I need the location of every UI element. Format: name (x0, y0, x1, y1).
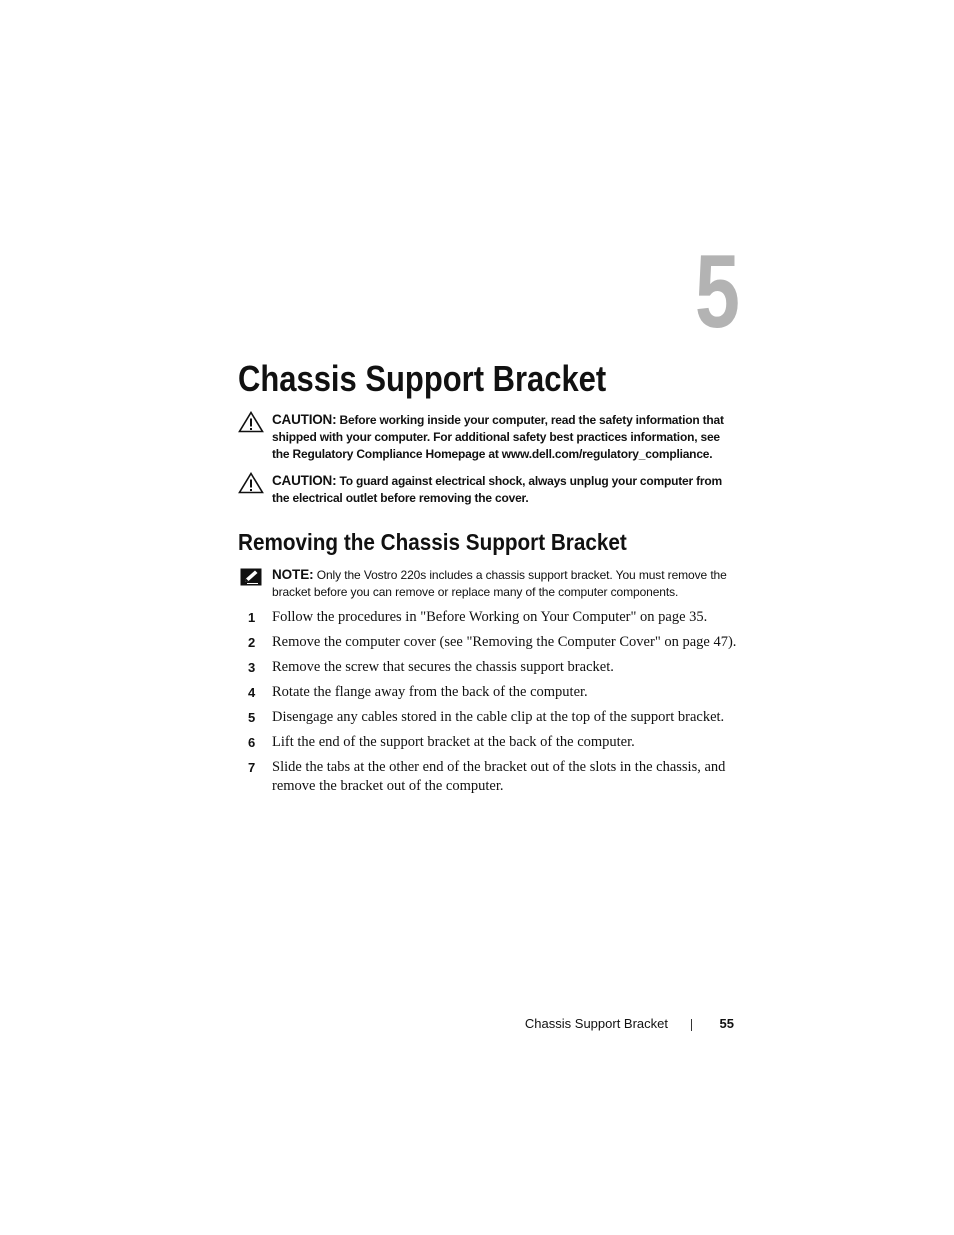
step-item (248, 658, 740, 677)
note-text (272, 566, 738, 601)
warning-triangle-icon (238, 411, 264, 433)
step-item (248, 608, 740, 627)
chapter-number: 5 (694, 234, 740, 350)
caution-text (272, 472, 738, 507)
step-number: 1 (248, 610, 256, 625)
step-item (248, 733, 740, 752)
step-text: Remove the screw that secures the chassis support bracket. (272, 659, 614, 675)
caution-body: Before working inside your computer, read the safety information that shipped with your computer. For additional safety best practices information, see the Regulatory Compliance Homepage at www.dell.com/regulatory_compliance. (272, 413, 724, 461)
footer-separator (691, 1019, 692, 1031)
note-body: Only the Vostro 220s includes a chassis support bracket. You must remove the bracket before you can remove or replace many of the computer components. (272, 568, 727, 599)
warning-triangle-icon (238, 472, 264, 494)
footer-title: Chassis Support Bracket (524, 1016, 668, 1031)
step-item (248, 758, 740, 796)
step-text: Follow the procedures in "Before Working on Your Computer" on page 35. (272, 609, 708, 625)
caution-body: To guard against electrical shock, always unplug your computer from the electrical outlet before removing the cover. (272, 474, 722, 505)
step-number: 5 (248, 710, 256, 725)
step-number: 2 (248, 635, 256, 650)
step-number: 4 (248, 685, 256, 700)
step-number: 7 (248, 760, 256, 775)
step-text: Remove the computer cover (see "Removing the Computer Cover" on page 47). (272, 634, 737, 650)
step-text: Disengage any cables stored in the cable clip at the top of the support bracket. (272, 709, 725, 725)
caution-notice-electrical (238, 472, 738, 507)
page-number: 55 (719, 1016, 734, 1031)
step-number: 3 (248, 660, 256, 675)
step-item (248, 683, 740, 702)
pencil-note-icon (240, 568, 262, 586)
step-text: Lift the end of the support bracket at the back of the computer. (272, 734, 635, 750)
procedure-steps (248, 608, 740, 802)
step-number: 6 (248, 735, 256, 750)
section-heading: Removing the Chassis Support Bracket (238, 529, 627, 555)
caution-label: CAUTION: (272, 412, 337, 427)
caution-label: CAUTION: (272, 473, 337, 488)
step-item (248, 633, 740, 652)
page-footer (500, 1015, 736, 1035)
step-item (248, 708, 740, 727)
caution-text (272, 411, 738, 463)
caution-notice-safety (238, 411, 738, 463)
page-title: Chassis Support Bracket (238, 358, 607, 399)
note-notice (238, 566, 738, 601)
step-text: Slide the tabs at the other end of the bracket out of the slots in the chassis, and remove the bracket out of the computer. (272, 759, 726, 794)
note-label: NOTE: (272, 567, 314, 582)
step-text: Rotate the flange away from the back of the computer. (272, 684, 588, 700)
